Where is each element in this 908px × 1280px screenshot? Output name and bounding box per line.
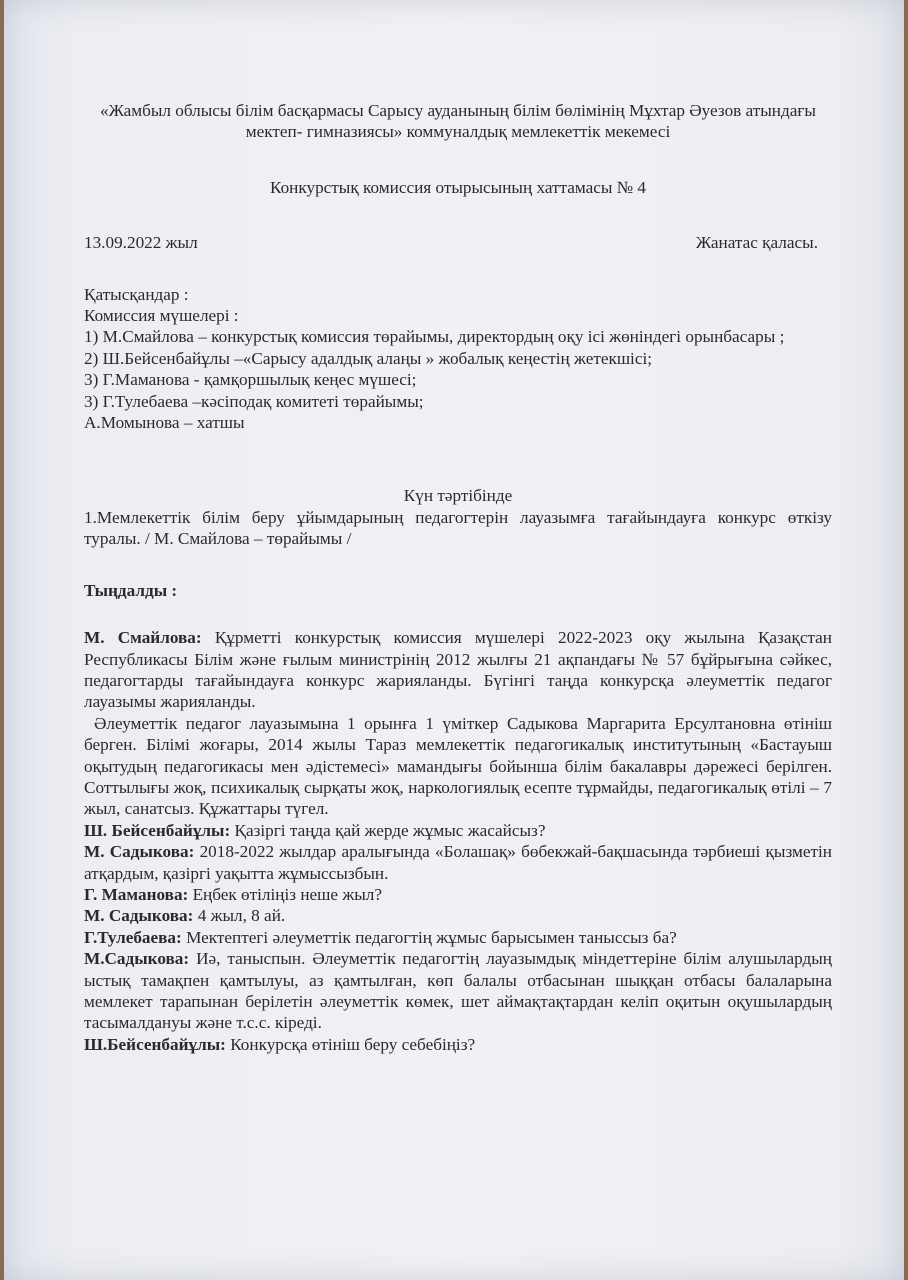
speaker-name: М. Садыкова: bbox=[84, 842, 195, 862]
commission-member: А.Момынова – хатшы bbox=[84, 413, 245, 433]
protocol-place: Жанатас қаласы. bbox=[695, 233, 818, 253]
speech-text: Құрметті конкурстық комиссия мүшелері 2022-2023 оқу жылына Қазақстан Республикасы Білім және ғылым министрінің 2012 жылғы 21 ақпандағы № 57 бұйрығына сәйкес, педагогтарды тағайындауға конкурс жарияланды. Бүгінгі таңда конкурсқа әлеуметтік педагог лауазымы жарияланды. bbox=[84, 628, 832, 712]
speech-text: Конкурсқа өтініш беру себебіңіз? bbox=[230, 1034, 476, 1054]
commission-member: 1) М.Смайлова – конкурстық комиссия төрайымы, директордың оқу ісі жөніндегі орынбасары ; bbox=[84, 327, 785, 347]
speech-text: Мектептегі әлеуметтік педагогтің жұмыс барысымен таныссыз ба? bbox=[186, 927, 677, 947]
dialogue-entry bbox=[84, 627, 832, 713]
dialogue bbox=[84, 627, 832, 1055]
document-page bbox=[4, 0, 904, 1280]
speaker-name: Г.Тулебаева: bbox=[84, 927, 182, 947]
agenda-item: 1.Мемлекеттік білім беру ұйымдарының педагогтерін лауазымға тағайындауға конкурс өткізу туралы. / М. Смайлова – төрайымы / bbox=[84, 507, 832, 549]
dialogue-entry bbox=[84, 841, 832, 884]
speech-text: Қазіргі таңда қай жерде жұмыс жасайсыз? bbox=[234, 820, 546, 840]
agenda-heading: Күн тәртібінде bbox=[403, 486, 513, 506]
listened-heading: Тыңдалды : bbox=[84, 580, 178, 600]
speaker-name: Г. Маманова: bbox=[84, 884, 189, 904]
speech-text: Еңбек өтіліңіз неше жыл? bbox=[192, 884, 382, 904]
participants-label: Қатысқандар : bbox=[84, 284, 189, 304]
speaker-name: Ш. Бейсенбайұлы: bbox=[84, 820, 231, 840]
speech-text: 4 жыл, 8 ай. bbox=[197, 906, 286, 926]
dialogue-entry bbox=[84, 1034, 832, 1055]
speaker-name: М.Садыкова: bbox=[84, 949, 190, 969]
participants-section bbox=[84, 284, 832, 434]
commission-member: 2) Ш.Бейсенбайұлы –«Сарысу адалдық алаңы » жобалық кеңестің жетекшісі; bbox=[84, 348, 653, 368]
commission-member: 3) Г.Маманова - қамқоршылық кеңес мүшесі; bbox=[84, 370, 417, 390]
speaker-name: М. Смайлова: bbox=[84, 628, 202, 648]
dialogue-entry bbox=[84, 820, 832, 841]
commission-member: 3) Г.Тулебаева –кәсіподақ комитеті төрайымы; bbox=[84, 391, 424, 411]
speech-text: Иә, таныспын. Әлеуметтік педагогтің лауазымдық міндеттеріне білім алушылардың ыстық тамақпен қамтылуы, аз қамтылған, көп балалы отбасынан шыққан отбасы балаларына мемлекет тарапынан берілетін әлеуметтік көмек, шет аймақтақтардан келіп оқитын оқушылардың тасымалдануы және т.с.с. кіреді. bbox=[84, 949, 832, 1033]
protocol-date: 13.09.2022 жыл bbox=[84, 233, 198, 253]
date-place-row bbox=[84, 232, 832, 253]
dialogue-entry bbox=[84, 948, 832, 1034]
organization-title: «Жамбыл облысы білім басқармасы Сарысу ауданының білім бөлімінің Мұхтар Әуезов атындағы мектеп- гимназиясы» коммуналдық мемлекеттік мекемесі bbox=[100, 101, 816, 142]
speaker-name: М. Садыкова: bbox=[84, 906, 194, 926]
dialogue-entry bbox=[84, 927, 832, 948]
document-content bbox=[84, 100, 832, 1055]
dialogue-entry bbox=[84, 713, 832, 820]
dialogue-entry bbox=[84, 884, 832, 905]
speaker-name: Ш.Бейсенбайұлы: bbox=[84, 1034, 226, 1054]
speech-text: Әлеуметтік педагог лауазымына 1 орынға 1 үміткер Садыкова Маргарита Ерсултановна өтініш берген. Білімі жоғары, 2014 жылы Тараз мемлекеттік педагогикалық институтының «Бастауыш оқытудың педагогикасы мен әдістемесі» мамандығы бойынша білім бакалавры дәрежесі берілген. Соттылығы жоқ, психикалық сырқаты жоқ, наркологиялық есепте тұрмайды, педагогикалық өтілі – 7 жыл, санатсыз. Құжаттары түгел. bbox=[84, 713, 832, 819]
protocol-title: Конкурстық комиссия отырысының хаттамасы № 4 bbox=[269, 177, 647, 197]
commission-label: Комиссия мүшелері : bbox=[84, 306, 239, 326]
speech-text: 2018-2022 жылдар аралығында «Болашақ» бөбекжай-бақшасында тәрбиеші қызметін атқардым, қазіргі уақытта жұмыссызбын. bbox=[84, 842, 832, 883]
dialogue-entry bbox=[84, 905, 832, 926]
